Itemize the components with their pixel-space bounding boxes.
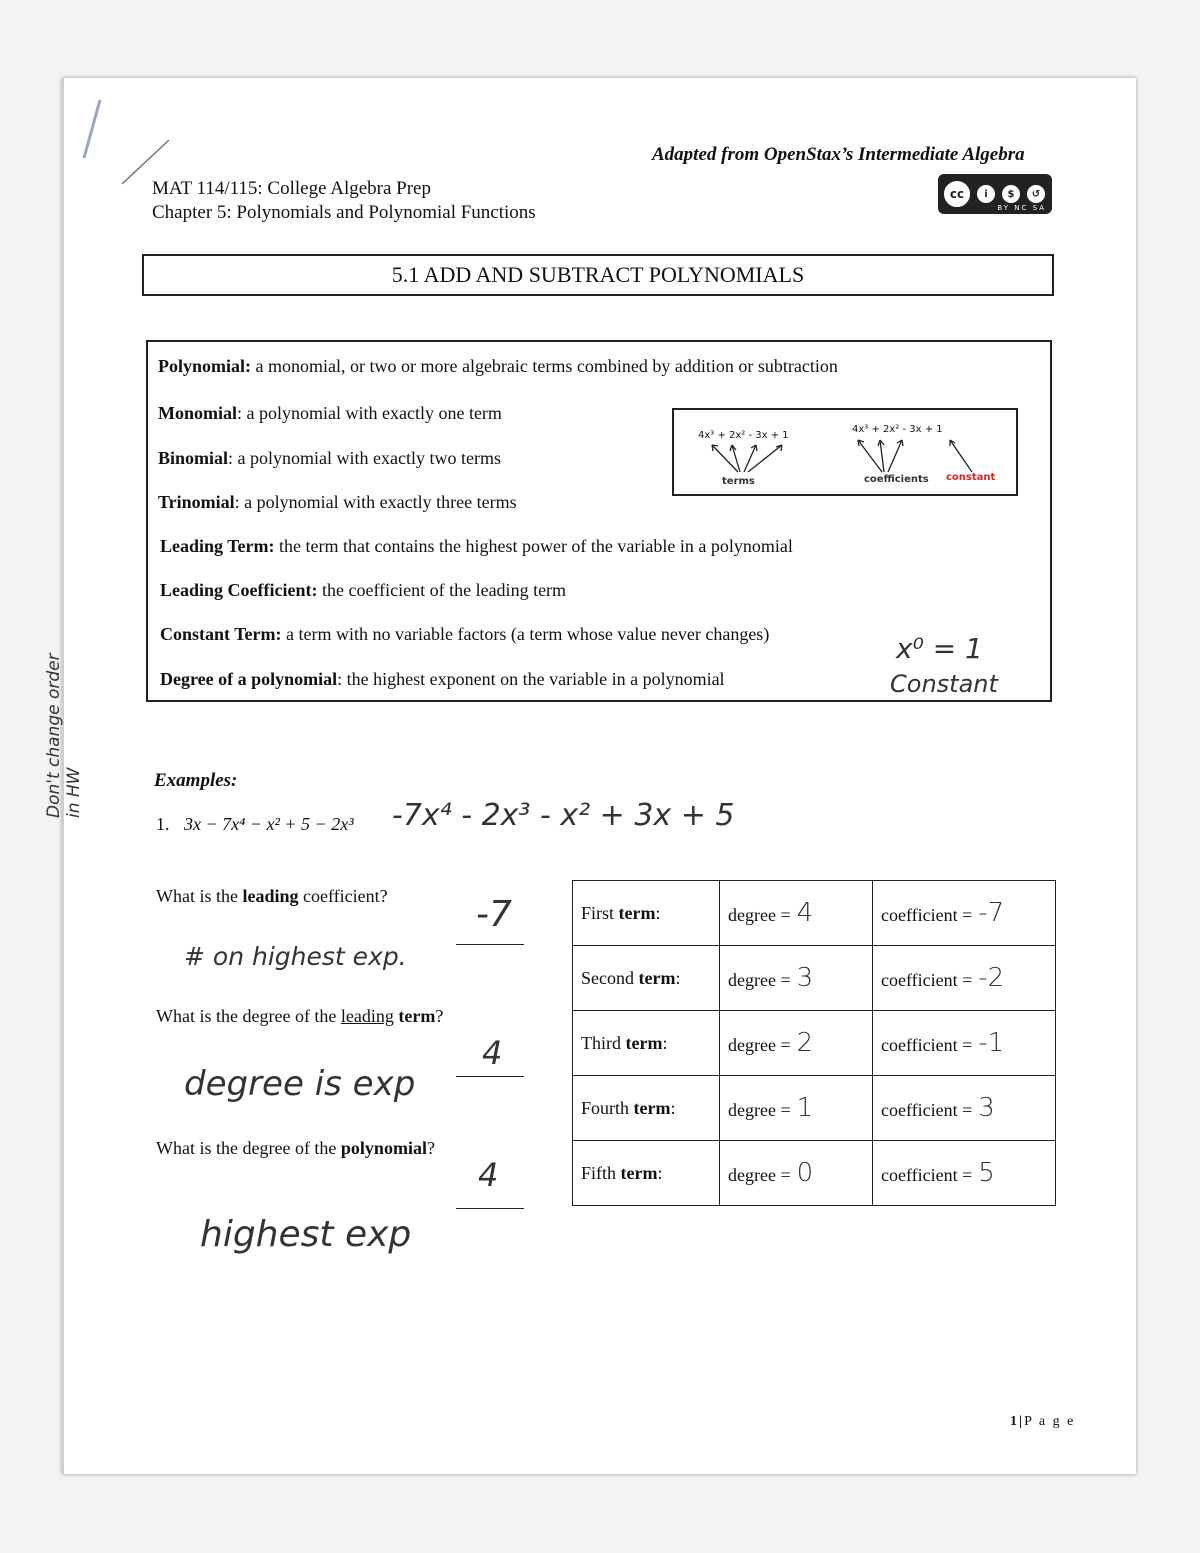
handwritten-note-highest-exp: highest exp: [200, 1214, 412, 1255]
diagram-right-arrows: [852, 436, 982, 476]
by-icon: i: [975, 183, 997, 205]
table-row: [573, 1076, 1056, 1141]
handwritten-note-degree: degree is exp: [184, 1064, 416, 1104]
diagram-terms-label: terms: [722, 476, 755, 487]
examples-heading: Examples:: [154, 770, 238, 791]
handwritten-x-zero: x⁰ = 1: [896, 632, 983, 665]
term-table: [572, 880, 1056, 1206]
table-row: [573, 946, 1056, 1011]
diagram-left-expression: 4x³ + 2x² - 3x + 1: [698, 430, 789, 441]
example-number: 1.: [156, 814, 170, 834]
definition-leading-coefficient: Leading Coefficient: the coefficient of the leading term: [160, 580, 567, 600]
term-name-cell: Second term:: [573, 946, 720, 1011]
answer-line-3: [456, 1208, 524, 1209]
answer-line-1: [456, 944, 524, 945]
definition-trinomial: Trinomial: a polynomial with exactly three terms: [158, 492, 517, 512]
term-name-cell: Fifth term:: [573, 1141, 720, 1206]
chapter-title: Chapter 5: Polynomials and Polynomial Functions: [152, 202, 536, 223]
question-leading-coefficient: What is the leading coefficient?: [156, 886, 388, 906]
handwritten-constant: Constant: [890, 670, 998, 698]
answer-leading-coefficient: -7: [476, 894, 512, 935]
answer-polynomial-degree: 4: [478, 1156, 499, 1194]
coefficient-cell: coefficient = 3: [873, 1076, 1056, 1141]
definition-leading-term: Leading Term: the term that contains the highest power of the variable in a polynomial: [160, 536, 793, 556]
sa-icon: ↺: [1025, 183, 1047, 205]
answer-line-2: [456, 1076, 524, 1077]
page-number: 1|P a g e: [1010, 1414, 1076, 1429]
term-name-cell: First term:: [573, 881, 720, 946]
degree-cell: degree = 4: [720, 881, 873, 946]
definition-constant-term: Constant Term: a term with no variable factors (a term whose value never changes): [160, 624, 770, 644]
question-leading-term-degree: What is the degree of the leading term?: [156, 1006, 444, 1026]
nc-icon: $: [1000, 183, 1022, 205]
example-expression: 3x − 7x⁴ − x² + 5 − 2x³: [184, 814, 354, 834]
answer-leading-term-degree: 4: [482, 1034, 503, 1072]
section-title: 5.1 ADD AND SUBTRACT POLYNOMIALS: [142, 254, 1054, 296]
polynomial-diagram: [672, 408, 1018, 496]
cc-icon: cc: [942, 179, 972, 209]
table-row: [573, 881, 1056, 946]
check-mark-icon: [74, 88, 174, 188]
definition-polynomial: Polynomial: a monomial, or two or more algebraic terms combined by addition or subtraction: [158, 356, 838, 376]
coefficient-cell: coefficient = -1: [873, 1011, 1056, 1076]
adapted-from-note: Adapted from OpenStax’s Intermediate Algebra: [652, 144, 1025, 165]
definition-binomial: Binomial: a polynomial with exactly two terms: [158, 448, 501, 468]
degree-cell: degree = 3: [720, 946, 873, 1011]
degree-cell: degree = 0: [720, 1141, 873, 1206]
table-row: [573, 1141, 1056, 1206]
coefficient-cell: coefficient = -2: [873, 946, 1056, 1011]
definition-degree: Degree of a polynomial: the highest exponent on the variable in a polynomial: [160, 669, 725, 689]
handwritten-rewritten-polynomial: -7x⁴ - 2x³ - x² + 3x + 5: [392, 798, 735, 833]
handwritten-note-highest: # on highest exp.: [184, 942, 407, 971]
degree-cell: degree = 2: [720, 1011, 873, 1076]
license-tag: BY NC SA: [997, 204, 1046, 212]
diagram-constant-label: constant: [946, 472, 996, 483]
worksheet-page: [44, 78, 1136, 1474]
creative-commons-logo: [938, 174, 1052, 214]
coefficient-cell: coefficient = 5: [873, 1141, 1056, 1206]
term-name-cell: Fourth term:: [573, 1076, 720, 1141]
course-title: MAT 114/115: College Algebra Prep: [152, 178, 431, 199]
term-name-cell: Third term:: [573, 1011, 720, 1076]
diagram-right-expression: 4x³ + 2x² - 3x + 1: [852, 424, 943, 435]
diagram-left-arrows: [694, 442, 804, 476]
diagram-coefficients-label: coefficients: [864, 474, 929, 485]
definition-monomial: Monomial: a polynomial with exactly one term: [158, 403, 502, 423]
degree-cell: degree = 1: [720, 1076, 873, 1141]
coefficient-cell: coefficient = -7: [873, 881, 1056, 946]
table-row: [573, 1011, 1056, 1076]
question-polynomial-degree: What is the degree of the polynomial?: [156, 1138, 435, 1158]
handwritten-margin-note: Don't change order in HW: [44, 653, 84, 818]
